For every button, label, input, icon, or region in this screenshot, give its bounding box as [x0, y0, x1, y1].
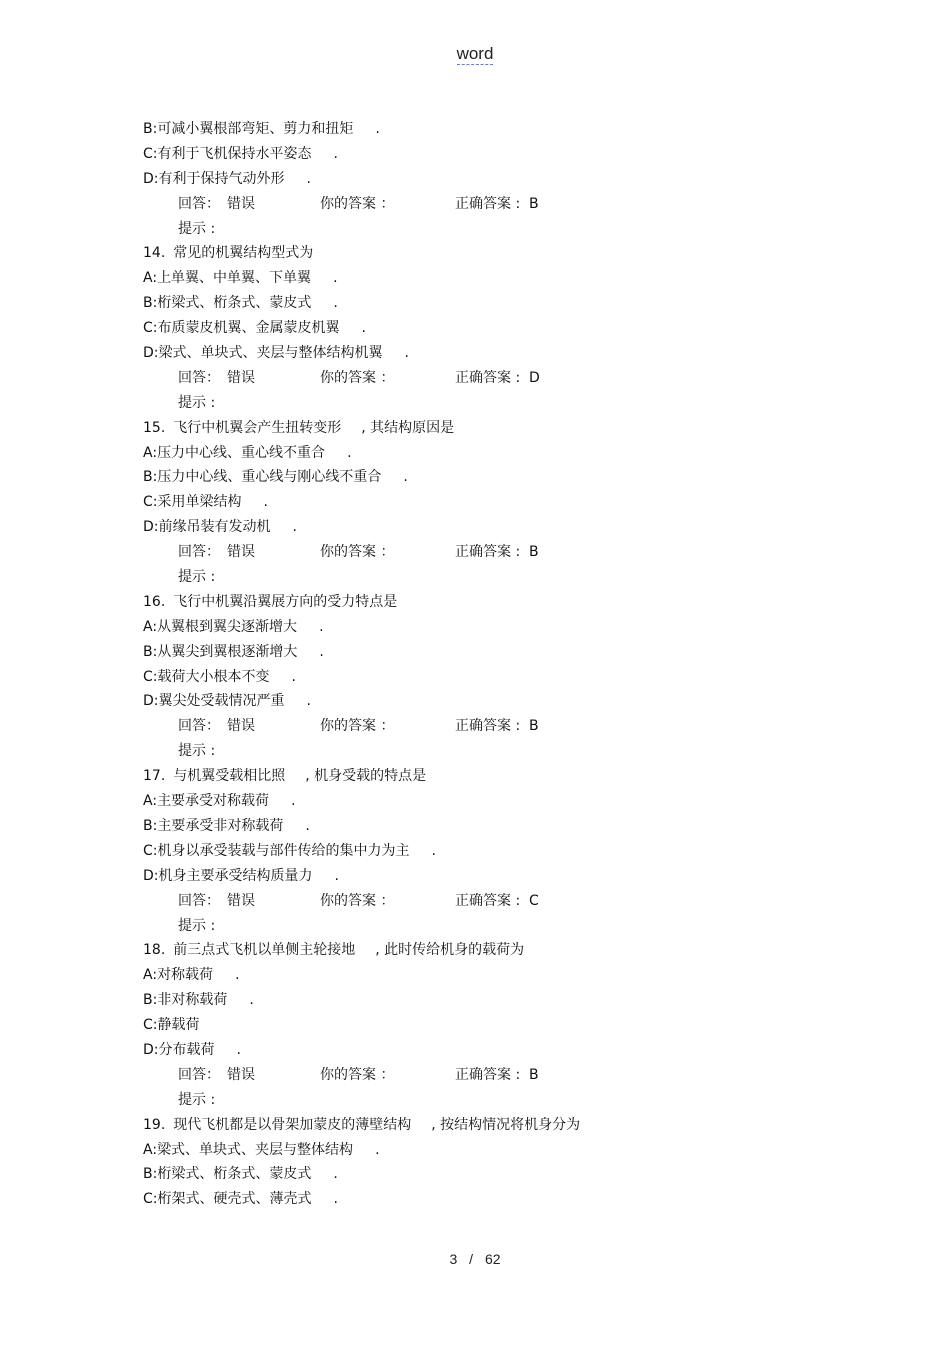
option-line — [143, 665, 843, 690]
question-text-continued: , 机身受载的特点是 — [305, 768, 427, 785]
option-text: 有利于保持气动外形 — [158, 170, 285, 187]
your-answer-label: 你的答案 ： — [320, 195, 395, 212]
question-line — [143, 938, 843, 963]
option-line — [143, 117, 843, 142]
option-text: 机身主要承受结构质量力 — [158, 867, 313, 884]
option-letter: C: — [143, 494, 158, 511]
option-letter: B: — [143, 643, 158, 660]
option-line — [143, 988, 843, 1013]
option-tail: . — [249, 992, 254, 1009]
option-letter: B: — [143, 469, 158, 486]
option-line — [143, 1138, 843, 1163]
option-letter: C: — [143, 842, 158, 859]
option-letter: A: — [143, 1141, 158, 1158]
option-text: 机身以承受装载与部件传给的集中力为主 — [157, 842, 410, 859]
option-tail: . — [291, 668, 296, 685]
option-tail: . — [333, 295, 338, 312]
option-letter: A: — [143, 444, 158, 461]
response-value: 错误 — [227, 369, 255, 386]
answer-line — [143, 1063, 843, 1088]
option-text: 主要承受对称载荷 — [157, 793, 270, 810]
option-text: 主要承受非对称载荷 — [157, 817, 284, 834]
hint-line — [143, 217, 843, 242]
correct-answer-label: 正确答案 : — [455, 369, 521, 386]
answer-line — [143, 714, 843, 739]
question-text: 与机翼受载相比照 — [173, 768, 286, 785]
option-letter: B: — [143, 295, 158, 312]
option-text: 静载荷 — [157, 1017, 200, 1034]
hint-line — [143, 565, 843, 590]
hint-label: 提示 : — [178, 1091, 216, 1108]
hint-label: 提示 : — [178, 917, 216, 934]
correct-answer-label: 正确答案 : — [455, 1066, 521, 1083]
question-list — [143, 117, 843, 1212]
option-letter: C: — [143, 145, 158, 162]
option-line — [143, 1038, 843, 1063]
correct-answer-value: B — [529, 195, 539, 212]
question-text: 前三点式飞机以单侧主轮接地 — [173, 942, 356, 959]
option-text: 压力中心线、重心线不重合 — [157, 444, 326, 461]
option-tail: . — [333, 1166, 338, 1183]
question-line — [143, 590, 843, 615]
option-tail: . — [361, 320, 366, 337]
hint-label: 提示 : — [178, 569, 216, 586]
question-line — [143, 764, 843, 789]
question-number: 14. — [143, 245, 166, 262]
correct-answer-value: B — [529, 1066, 539, 1083]
option-text: 载荷大小根本不变 — [157, 668, 270, 685]
question-number: 15. — [143, 419, 166, 436]
option-line — [143, 864, 843, 889]
page-total: 62 — [484, 1251, 501, 1267]
hint-label: 提示 : — [178, 220, 216, 237]
page-separator: / — [469, 1251, 474, 1267]
question-text: 常见的机翼结构型式为 — [173, 245, 314, 262]
option-letter: D: — [143, 693, 159, 710]
question-line — [143, 416, 843, 441]
question-text-continued: , 按结构情况将机身分为 — [431, 1116, 581, 1133]
option-letter: D: — [143, 170, 159, 187]
option-text: 桁梁式、桁条式、蒙皮式 — [157, 295, 312, 312]
option-tail: . — [291, 793, 296, 810]
option-tail: . — [334, 867, 339, 884]
option-tail: . — [319, 618, 324, 635]
option-line — [143, 839, 843, 864]
question-line — [143, 241, 843, 266]
option-letter: C: — [143, 1017, 158, 1034]
option-letter: B: — [143, 992, 158, 1009]
option-line — [143, 465, 843, 490]
answer-line — [143, 366, 843, 391]
correct-answer-label: 正确答案 : — [455, 892, 521, 909]
page-number: 3 — [449, 1251, 458, 1267]
response-label: 回答： — [178, 544, 220, 561]
question-text-continued: , 其结构原因是 — [361, 419, 455, 436]
question-line — [143, 1113, 843, 1138]
option-tail: . — [319, 643, 324, 660]
option-line — [143, 515, 843, 540]
option-text: 桁架式、硬壳式、薄壳式 — [157, 1191, 312, 1208]
hint-label: 提示 : — [178, 743, 216, 760]
correct-answer-value: D — [529, 369, 540, 386]
question-number: 18. — [143, 942, 166, 959]
option-text: 上单翼、中单翼、下单翼 — [157, 270, 312, 287]
response-label: 回答： — [178, 892, 220, 909]
response-label: 回答： — [178, 1066, 220, 1083]
option-tail: . — [333, 1191, 338, 1208]
option-letter: C: — [143, 668, 158, 685]
option-line — [143, 963, 843, 988]
option-letter: D: — [143, 519, 159, 536]
your-answer-label: 你的答案 ： — [320, 1066, 395, 1083]
option-text: 布质蒙皮机翼、金属蒙皮机翼 — [157, 320, 340, 337]
option-tail: . — [305, 817, 310, 834]
option-letter: D: — [143, 867, 159, 884]
option-line — [143, 490, 843, 515]
option-letter: A: — [143, 618, 158, 635]
question-text: 现代飞机都是以骨架加蒙皮的薄壁结构 — [173, 1116, 412, 1133]
option-tail: . — [333, 270, 338, 287]
option-text: 前缘吊装有发动机 — [158, 519, 271, 536]
question-number: 19. — [143, 1116, 166, 1133]
option-text: 梁式、单块式、夹层与整体结构机翼 — [158, 345, 383, 362]
option-line — [143, 142, 843, 167]
option-text: 对称载荷 — [157, 967, 214, 984]
option-line — [143, 640, 843, 665]
response-value: 错误 — [227, 892, 255, 909]
hint-line — [143, 391, 843, 416]
option-tail: . — [404, 345, 409, 362]
response-value: 错误 — [227, 718, 255, 735]
option-line — [143, 689, 843, 714]
answer-line — [143, 540, 843, 565]
option-tail: . — [375, 121, 380, 137]
option-letter: A: — [143, 270, 158, 287]
correct-answer-label: 正确答案 : — [455, 195, 521, 212]
option-line — [143, 1162, 843, 1187]
option-letter: A: — [143, 967, 158, 984]
option-text: 分布载荷 — [158, 1041, 215, 1058]
option-letter: C: — [143, 1191, 158, 1208]
question-text: 飞行中机翼会产生扭转变形 — [173, 419, 342, 436]
option-tail: . — [306, 170, 311, 187]
option-line — [143, 441, 843, 466]
option-letter: B: — [143, 817, 158, 834]
option-letter: D: — [143, 345, 159, 362]
document-header — [0, 44, 950, 64]
hint-line — [143, 914, 843, 939]
your-answer-label: 你的答案 ： — [320, 718, 395, 735]
option-tail: . — [375, 1141, 380, 1158]
correct-answer-label: 正确答案 : — [455, 544, 521, 561]
option-text: 梁式、单块式、夹层与整体结构 — [157, 1141, 354, 1158]
option-line — [143, 1187, 843, 1212]
correct-answer-value: C — [529, 892, 539, 909]
option-tail: . — [431, 842, 436, 859]
header-title: word — [456, 44, 494, 63]
question-number: 17. — [143, 768, 166, 785]
hint-line — [143, 1088, 843, 1113]
correct-answer-value: B — [529, 544, 539, 561]
option-letter: A: — [143, 793, 158, 810]
option-text: 桁梁式、桁条式、蒙皮式 — [157, 1166, 312, 1183]
option-text: 压力中心线、重心线与刚心线不重合 — [157, 469, 382, 486]
option-tail: . — [347, 444, 352, 461]
option-text: 采用单梁结构 — [157, 494, 242, 511]
option-tail: . — [333, 145, 338, 162]
response-value: 错误 — [227, 195, 255, 212]
response-label: 回答： — [178, 718, 220, 735]
option-letter: C: — [143, 320, 158, 337]
option-line — [143, 1013, 843, 1038]
option-line — [143, 814, 843, 839]
option-letter: B: — [143, 1166, 158, 1183]
option-text: 可减小翼根部弯矩、剪力和扭矩 — [157, 121, 354, 137]
option-tail: . — [263, 494, 268, 511]
correct-answer-value: B — [529, 718, 539, 735]
option-text: 翼尖处受载情况严重 — [158, 693, 285, 710]
option-text: 从翼尖到翼根逐渐增大 — [157, 643, 298, 660]
page-footer — [0, 1251, 950, 1267]
your-answer-label: 你的答案 ： — [320, 892, 395, 909]
option-line — [143, 341, 843, 366]
question-text-continued: , 此时传给机身的载荷为 — [375, 942, 525, 959]
option-line — [143, 789, 843, 814]
correct-answer-label: 正确答案 : — [455, 718, 521, 735]
option-tail: . — [235, 967, 240, 984]
your-answer-label: 你的答案 ： — [320, 544, 395, 561]
option-line — [143, 167, 843, 192]
option-tail: . — [236, 1041, 241, 1058]
response-label: 回答： — [178, 195, 220, 212]
option-line — [143, 615, 843, 640]
option-tail: . — [292, 519, 297, 536]
answer-line — [143, 889, 843, 914]
hint-label: 提示 : — [178, 394, 216, 411]
option-text: 有利于飞机保持水平姿态 — [157, 145, 312, 162]
option-line — [143, 316, 843, 341]
option-text: 非对称载荷 — [157, 992, 228, 1009]
response-value: 错误 — [227, 1066, 255, 1083]
option-tail: . — [306, 693, 311, 710]
option-line — [143, 291, 843, 316]
hint-line — [143, 739, 843, 764]
response-label: 回答： — [178, 369, 220, 386]
option-letter: D: — [143, 1041, 159, 1058]
answer-line — [143, 192, 843, 217]
question-text: 飞行中机翼沿翼展方向的受力特点是 — [173, 593, 398, 610]
option-tail: . — [403, 469, 408, 486]
your-answer-label: 你的答案 ： — [320, 369, 395, 386]
response-value: 错误 — [227, 544, 255, 561]
option-letter: B: — [143, 121, 158, 137]
option-text: 从翼根到翼尖逐渐增大 — [157, 618, 298, 635]
option-line — [143, 266, 843, 291]
question-number: 16. — [143, 593, 166, 610]
